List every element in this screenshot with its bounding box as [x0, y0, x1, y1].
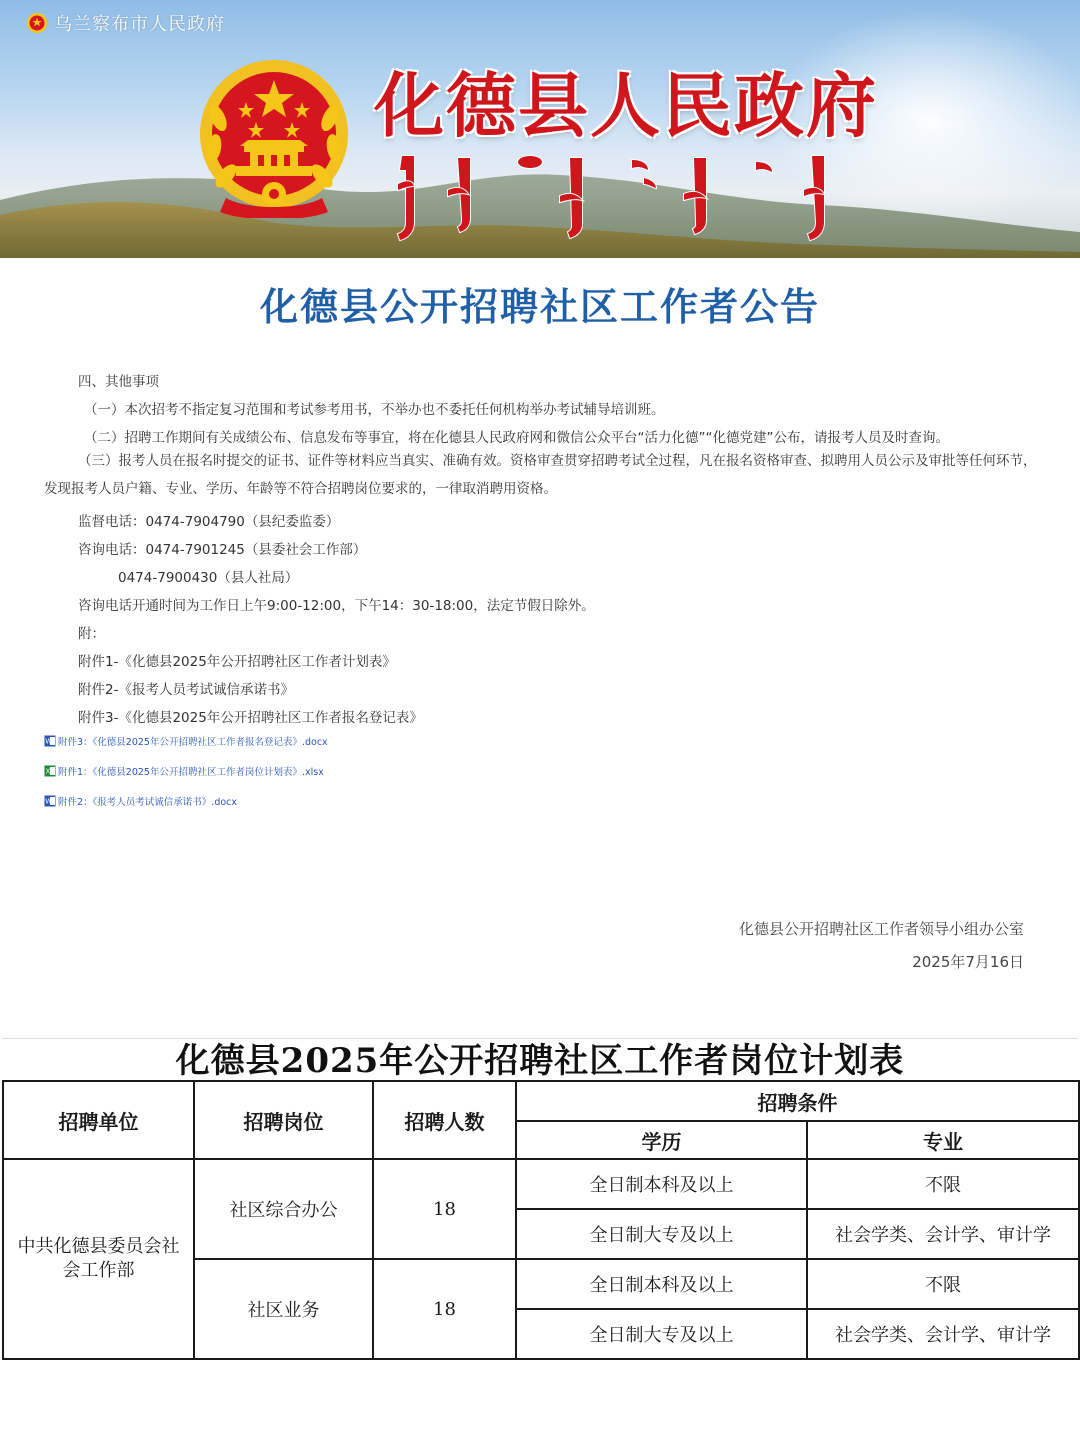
header-unit: 招聘单位 — [3, 1081, 194, 1159]
signature-organization: 化德县公开招聘社区工作者领导小组办公室 — [738, 920, 1024, 938]
svg-text:W: W — [45, 797, 53, 806]
site-banner — [0, 0, 1080, 258]
mongolian-script-title-icon — [392, 150, 852, 242]
plan-table-title: 化德县2025年公开招聘社区工作者岗位计划表 — [2, 1038, 1078, 1080]
notice-item-1: （一）本次招考不指定复习范围和考试参考用书，不举办也不委托任何机构举办考试辅导培训班。 — [84, 402, 665, 418]
supervision-phone: 监督电话：0474-7904790（县纪委监委） — [78, 514, 340, 530]
government-site-title: 化德县人民政府 — [374, 64, 878, 147]
download-link-label: 附件3：《化德县2025年公开招聘社区工作者报名登记表》.docx — [58, 737, 328, 748]
download-link-attachment-3[interactable] — [44, 734, 328, 748]
education-cell: 全日制大专及以上 — [516, 1209, 807, 1259]
consult-hours: 咨询电话开通时间为工作日上午9:00-12:00，下午14：30-18:00，法定节假日除外。 — [78, 598, 595, 614]
post-name-cell: 社区综合办公 — [194, 1159, 373, 1259]
header-post: 招聘岗位 — [194, 1081, 373, 1159]
word-file-icon — [44, 795, 56, 807]
section-heading: 四、其他事项 — [78, 374, 159, 390]
unit-name-cell: 中共化德县委员会社会工作部 — [3, 1159, 194, 1359]
national-emblem-small-icon — [26, 12, 48, 34]
notice-signature — [739, 918, 1024, 972]
major-cell: 不限 — [807, 1259, 1079, 1309]
attachment-2-text: 附件2-《报考人员考试诚信承诺书》 — [78, 682, 294, 698]
attachment-1-text: 附件1-《化德县2025年公开招聘社区工作者计划表》 — [78, 654, 396, 670]
svg-text:X: X — [45, 767, 51, 776]
major-cell: 社会学类、会计学、审计学 — [807, 1209, 1079, 1259]
word-file-icon — [44, 735, 56, 747]
signature-date: 2025年7月16日 — [912, 953, 1024, 971]
attachment-3-text: 附件3-《化德县2025年公开招聘社区工作者报名登记表》 — [78, 710, 423, 726]
header-education: 学历 — [516, 1121, 807, 1159]
major-cell: 不限 — [807, 1159, 1079, 1209]
national-emblem-icon — [196, 58, 352, 218]
header-major: 专业 — [807, 1121, 1079, 1159]
major-cell: 社会学类、会计学、审计学 — [807, 1309, 1079, 1359]
table-header-row — [3, 1081, 1079, 1121]
post-name-cell: 社区业务 — [194, 1259, 373, 1359]
education-cell: 全日制大专及以上 — [516, 1309, 807, 1359]
header-count: 招聘人数 — [373, 1081, 516, 1159]
plan-table — [2, 1080, 1080, 1360]
header-conditions: 招聘条件 — [516, 1081, 1079, 1121]
consult-phone-2: 0474-7900430（县人社局） — [118, 570, 299, 586]
attachments-heading: 附： — [78, 626, 105, 642]
parent-site-title: 乌兰察布市人民政府 — [54, 14, 225, 35]
consult-phone-1: 咨询电话：0474-7901245（县委社会工作部） — [78, 542, 367, 558]
download-link-label: 附件2：《报考人员考试诚信承诺书》.docx — [58, 797, 238, 808]
svg-text:W: W — [45, 737, 53, 746]
table-row — [3, 1159, 1079, 1209]
post-count-cell: 18 — [373, 1259, 516, 1359]
excel-file-icon — [44, 765, 56, 777]
notice-item-3: （三）报考人员在报名时提交的证书、证件等材料应当真实、准确有效。资格审查贯穿招聘考试全过程，凡在报名资格审查、拟聘用人员公示及审批等任何环节，发现报考人员户籍、专业、学历、年龄等不符合招聘岗位要求的，一律取消聘用资格。 — [44, 453, 1037, 497]
notice-item-2: （二）招聘工作期间有关成绩公布、信息发布等事宜，将在化德县人民政府网和微信公众平台“活力化德”“化德党建”公布，请报考人员及时查询。 — [84, 430, 949, 446]
download-link-label: 附件1：《化德县2025年公开招聘社区工作者岗位计划表》.xlsx — [58, 767, 324, 778]
education-cell: 全日制本科及以上 — [516, 1259, 807, 1309]
post-count-cell: 18 — [373, 1159, 516, 1259]
notice-title: 化德县公开招聘社区工作者公告 — [259, 285, 820, 329]
download-link-attachment-2[interactable] — [44, 794, 237, 808]
download-link-attachment-1[interactable] — [44, 764, 324, 778]
recruitment-plan — [2, 1038, 1078, 1360]
parent-site-bar[interactable] — [26, 10, 225, 36]
education-cell: 全日制本科及以上 — [516, 1159, 807, 1209]
